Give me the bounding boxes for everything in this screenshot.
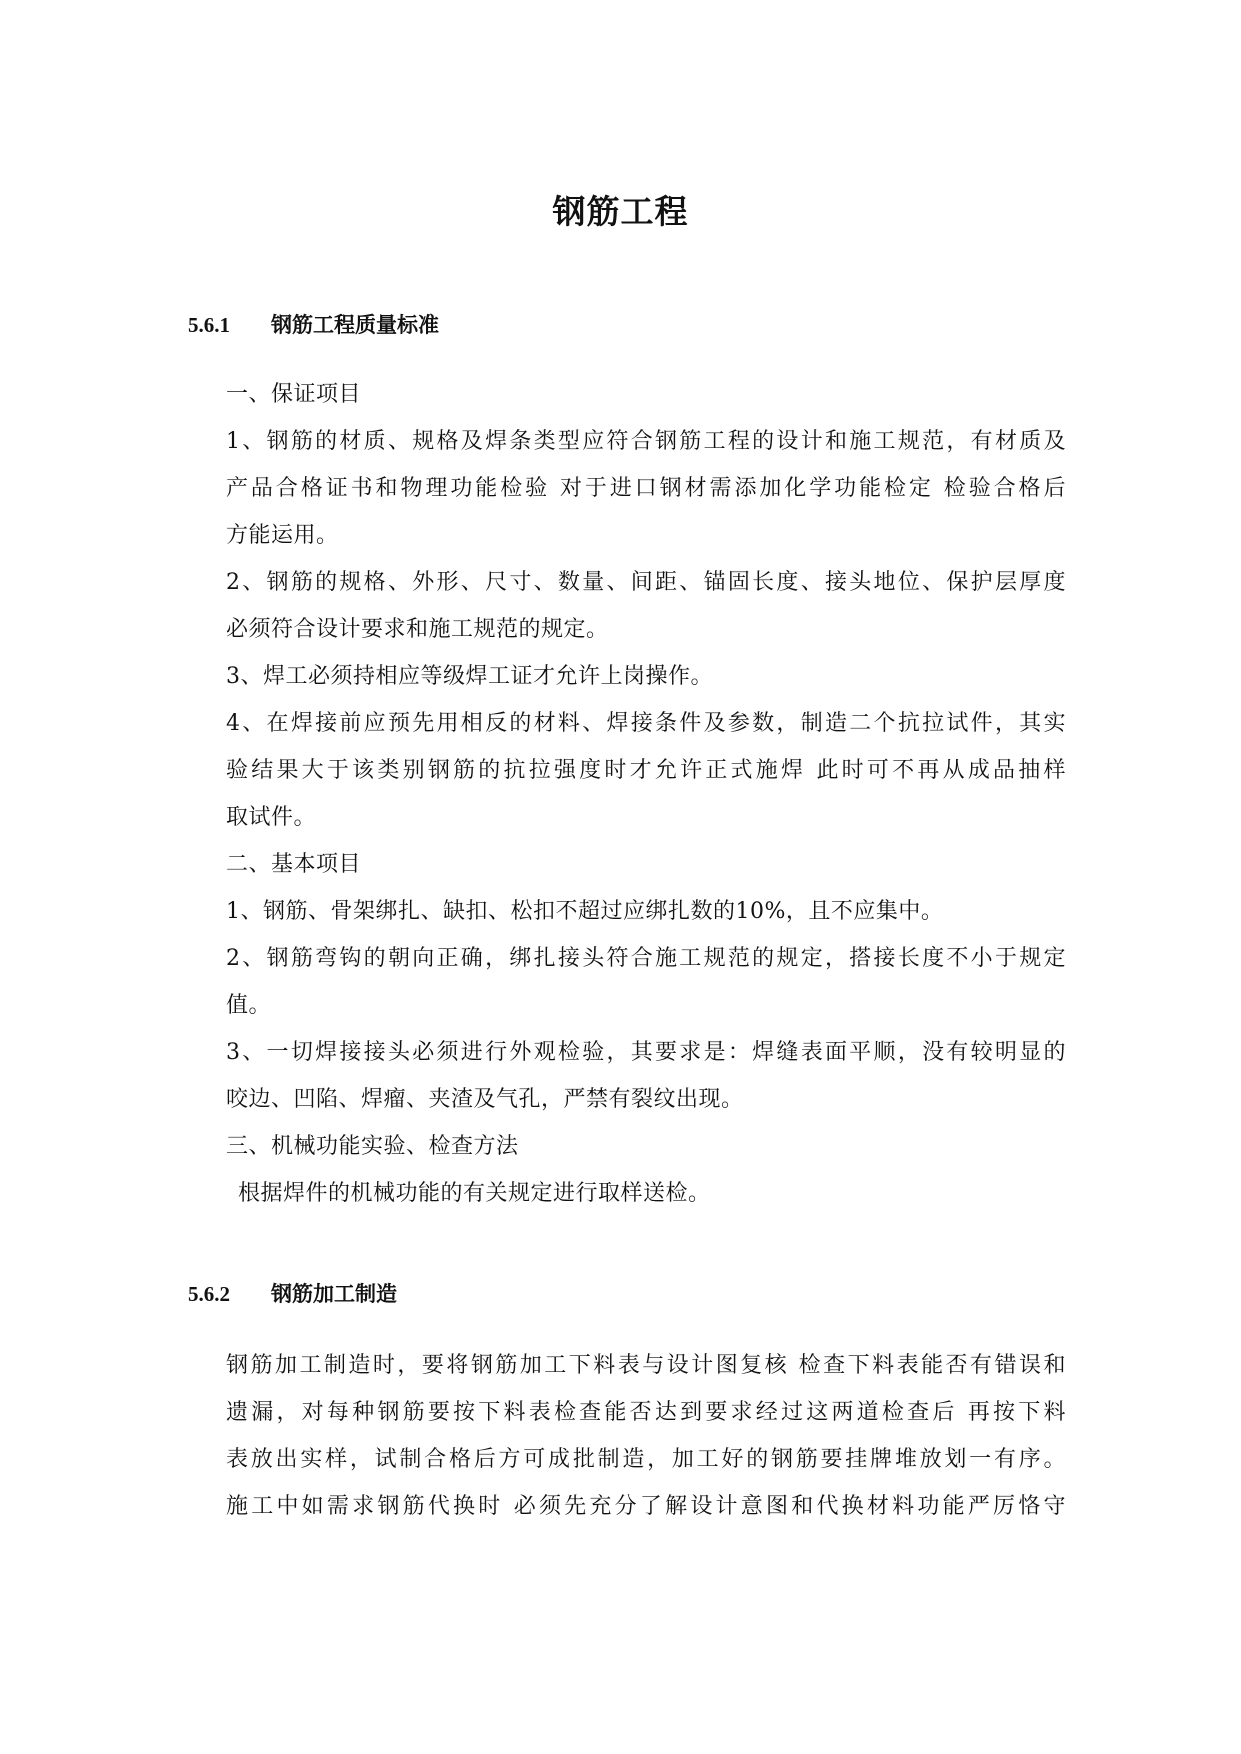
paragraph-line: 根据焊件的机械功能的有关规定进行取样送检。 (238, 1181, 711, 1206)
paragraph-line: 必须符合设计要求和施工规范的规定。 (226, 617, 609, 642)
section-number: 5.6.2 (188, 1282, 230, 1306)
paragraph-line: 钢筋加工制造时，要将钢筋加工下料表与设计图复核 检查下料表能否有错误和 (226, 1353, 1066, 1378)
section-title: 钢筋加工制造 (271, 1282, 397, 1306)
paragraph-line: 取试件。 (226, 805, 317, 830)
page-title: 钢筋工程 (552, 192, 689, 231)
paragraph-line: 产品合格证书和物理功能检验 对于进口钢材需添加化学功能检定 检验合格后 (226, 476, 1066, 501)
paragraph-line: 咬边、凹陷、焊瘤、夹渣及气孔，严禁有裂纹出现。 (226, 1087, 744, 1112)
section-number: 5.6.1 (188, 313, 230, 337)
paragraph-line: 施工中如需求钢筋代换时 必须先充分了解设计意图和代换材料功能严厉恪守 (226, 1494, 1066, 1519)
paragraph-line: 3、焊工必须持相应等级焊工证才允许上岗操作。 (226, 664, 713, 689)
paragraph-line: 验结果大于该类别钢筋的抗拉强度时才允许正式施焊 此时可不再从成品抽样 (226, 758, 1066, 783)
paragraph-line: 方能运用。 (226, 523, 339, 548)
section-heading-5-6-1 (188, 309, 439, 339)
paragraph-line: 3、一切焊接接头必须进行外观检验，其要求是：焊缝表面平顺，没有较明显的 (226, 1040, 1066, 1065)
paragraph-line: 2、钢筋弯钩的朝向正确，绑扎接头符合施工规范的规定，搭接长度不小于规定 (226, 946, 1066, 971)
paragraph-line: 4、在焊接前应预先用相反的材料、焊接条件及参数，制造二个抗拉试件，其实 (226, 711, 1066, 736)
section-title: 钢筋工程质量标准 (271, 313, 439, 337)
section-body-5-6-1 (226, 371, 1066, 1217)
paragraph-line: 1、钢筋、骨架绑扎、缺扣、松扣不超过应绑扎数的10%，且不应集中。 (226, 899, 944, 924)
section-body-5-6-2 (226, 1342, 1066, 1530)
paragraph-line: 遗漏，对每种钢筋要按下料表检查能否达到要求经过这两道检查后 再按下料 (226, 1400, 1066, 1425)
subheading-mechanical-tests: 三、机械功能实验、检查方法 (226, 1134, 519, 1159)
paragraph-line: 值。 (226, 993, 272, 1018)
section-heading-5-6-2 (188, 1278, 397, 1308)
subheading-guarantee-items: 一、保证项目 (226, 382, 362, 407)
paragraph-line: 表放出实样，试制合格后方可成批制造，加工好的钢筋要挂牌堆放划一有序。 (226, 1447, 1066, 1472)
paragraph-line: 1、钢筋的材质、规格及焊条类型应符合钢筋工程的设计和施工规范，有材质及 (226, 429, 1066, 454)
subheading-basic-items: 二、基本项目 (226, 852, 362, 877)
paragraph-line: 2、钢筋的规格、外形、尺寸、数量、间距、锚固长度、接头地位、保护层厚度 (226, 570, 1066, 595)
